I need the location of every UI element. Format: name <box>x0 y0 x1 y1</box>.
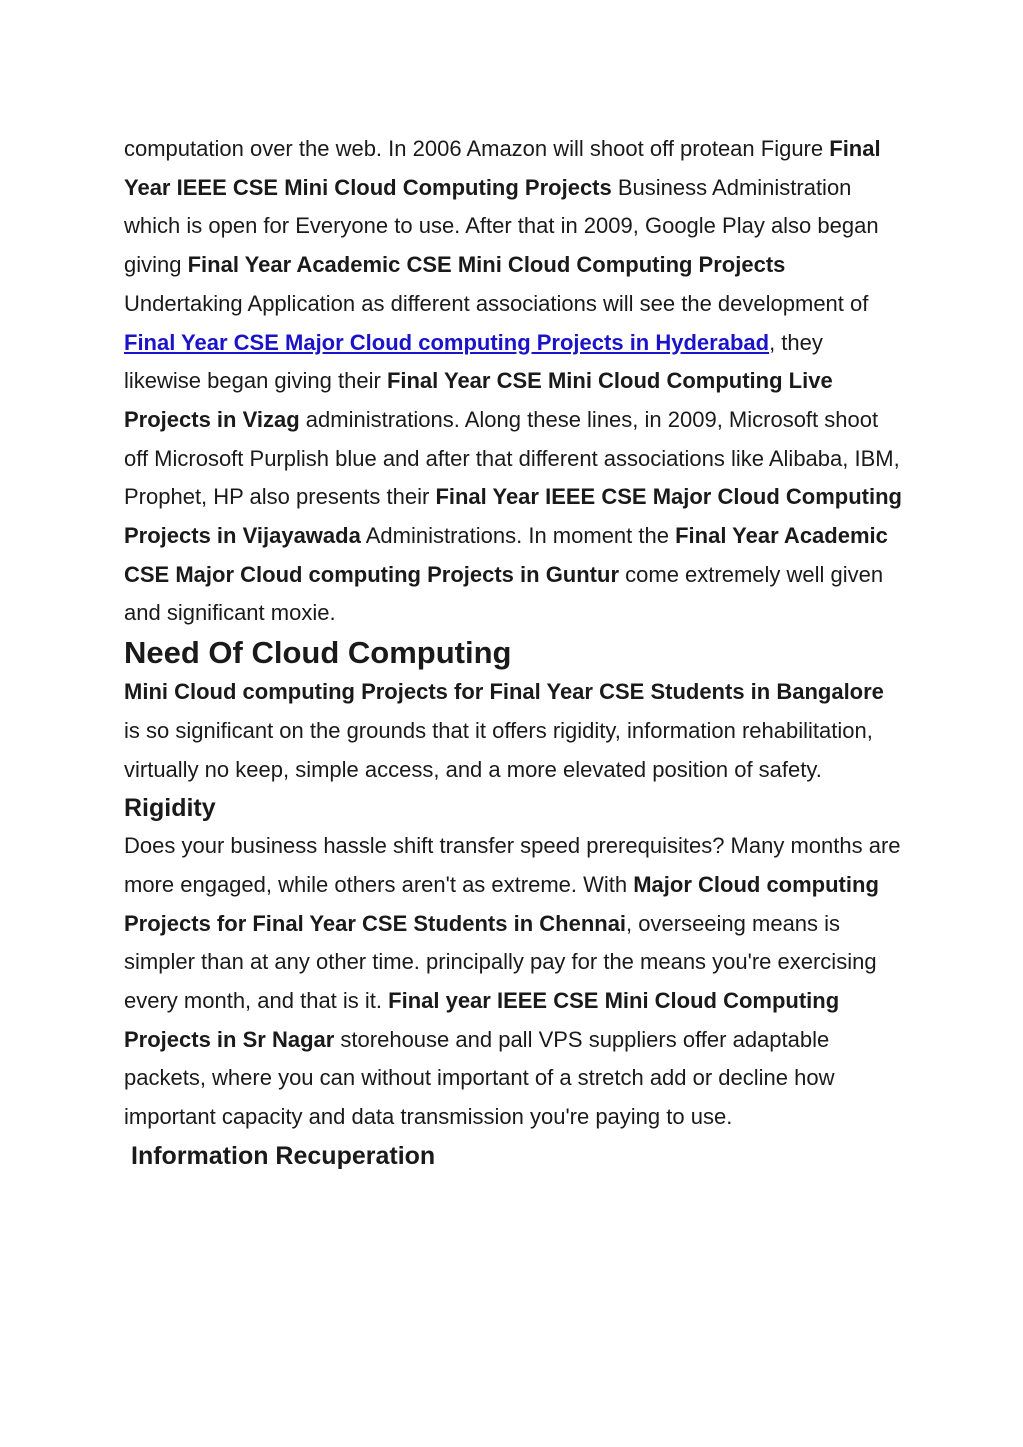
text-span: administrations. Along these lines, in 2009, Microsoft shoot off Microsoft Purplish blue and after that different associations like Alibaba, IBM, Prophet, HP also presents their <box>124 406 900 510</box>
text-span: Does your business hassle shift transfer speed prerequisites? Many months are more engaged, while others aren't as extreme. With <box>124 833 901 897</box>
bold-phrase: Mini Cloud computing Projects for Final Year CSE Students in Bangalore <box>124 679 884 705</box>
text-span: Administrations. In moment the <box>360 523 676 549</box>
heading-information-recuperation: Information Recuperation <box>131 1141 436 1170</box>
text-span: , overseeing means is simpler than at any other time. principally pay for the means you're exercising every month, and that is it. <box>124 910 877 1014</box>
text-span: Business Administration which is open for Everyone to use. After that in 2009, Google Play also began giving <box>124 174 879 278</box>
text-span: computation over the web. In 2006 Amazon will shoot off protean Figure <box>124 136 830 161</box>
bold-phrase: Final Year IEEE CSE Mini Cloud Computing Projects <box>124 136 881 200</box>
heading-rigidity: Rigidity <box>124 794 216 823</box>
bold-phrase: Final Year CSE Mini Cloud Computing Live Projects in Vizag <box>124 368 833 432</box>
text-span: come extremely well given and significant moxie. <box>124 561 884 626</box>
text-span: is so significant on the grounds that it offers rigidity, information rehabilitation, virtually no keep, simple access, and a more elevated position of safety. <box>124 717 873 782</box>
bold-phrase: Final Year Academic CSE Mini Cloud Computing Projects <box>187 252 786 278</box>
hyderabad-projects-link[interactable]: Final Year CSE Major Cloud computing Projects in Hyderabad <box>124 329 770 355</box>
document-page <box>124 130 904 1175</box>
need-paragraph <box>124 673 904 789</box>
bold-phrase: Final Year Academic CSE Major Cloud computing Projects in Guntur <box>124 523 888 587</box>
text-span: Undertaking Application as different associations will see the development of <box>124 290 869 316</box>
text-span: storehouse and pall VPS suppliers offer adaptable packets, where you can without important of a stretch add or decline how important capacity and data transmission you're paying to use. <box>124 1026 835 1130</box>
heading-need-of-cloud-computing: Need Of Cloud Computing <box>124 635 512 671</box>
intro-paragraph <box>124 130 904 633</box>
bold-phrase: Final Year IEEE CSE Major Cloud Computing Projects in Vijayawada <box>124 484 902 549</box>
bold-phrase: Major Cloud computing Projects for Final Year CSE Students in Chennai <box>124 871 879 936</box>
rigidity-paragraph <box>124 827 904 1137</box>
bold-phrase: Final year IEEE CSE Mini Cloud Computing Projects in Sr Nagar <box>124 988 840 1052</box>
text-span: , they likewise began giving their <box>124 329 823 394</box>
